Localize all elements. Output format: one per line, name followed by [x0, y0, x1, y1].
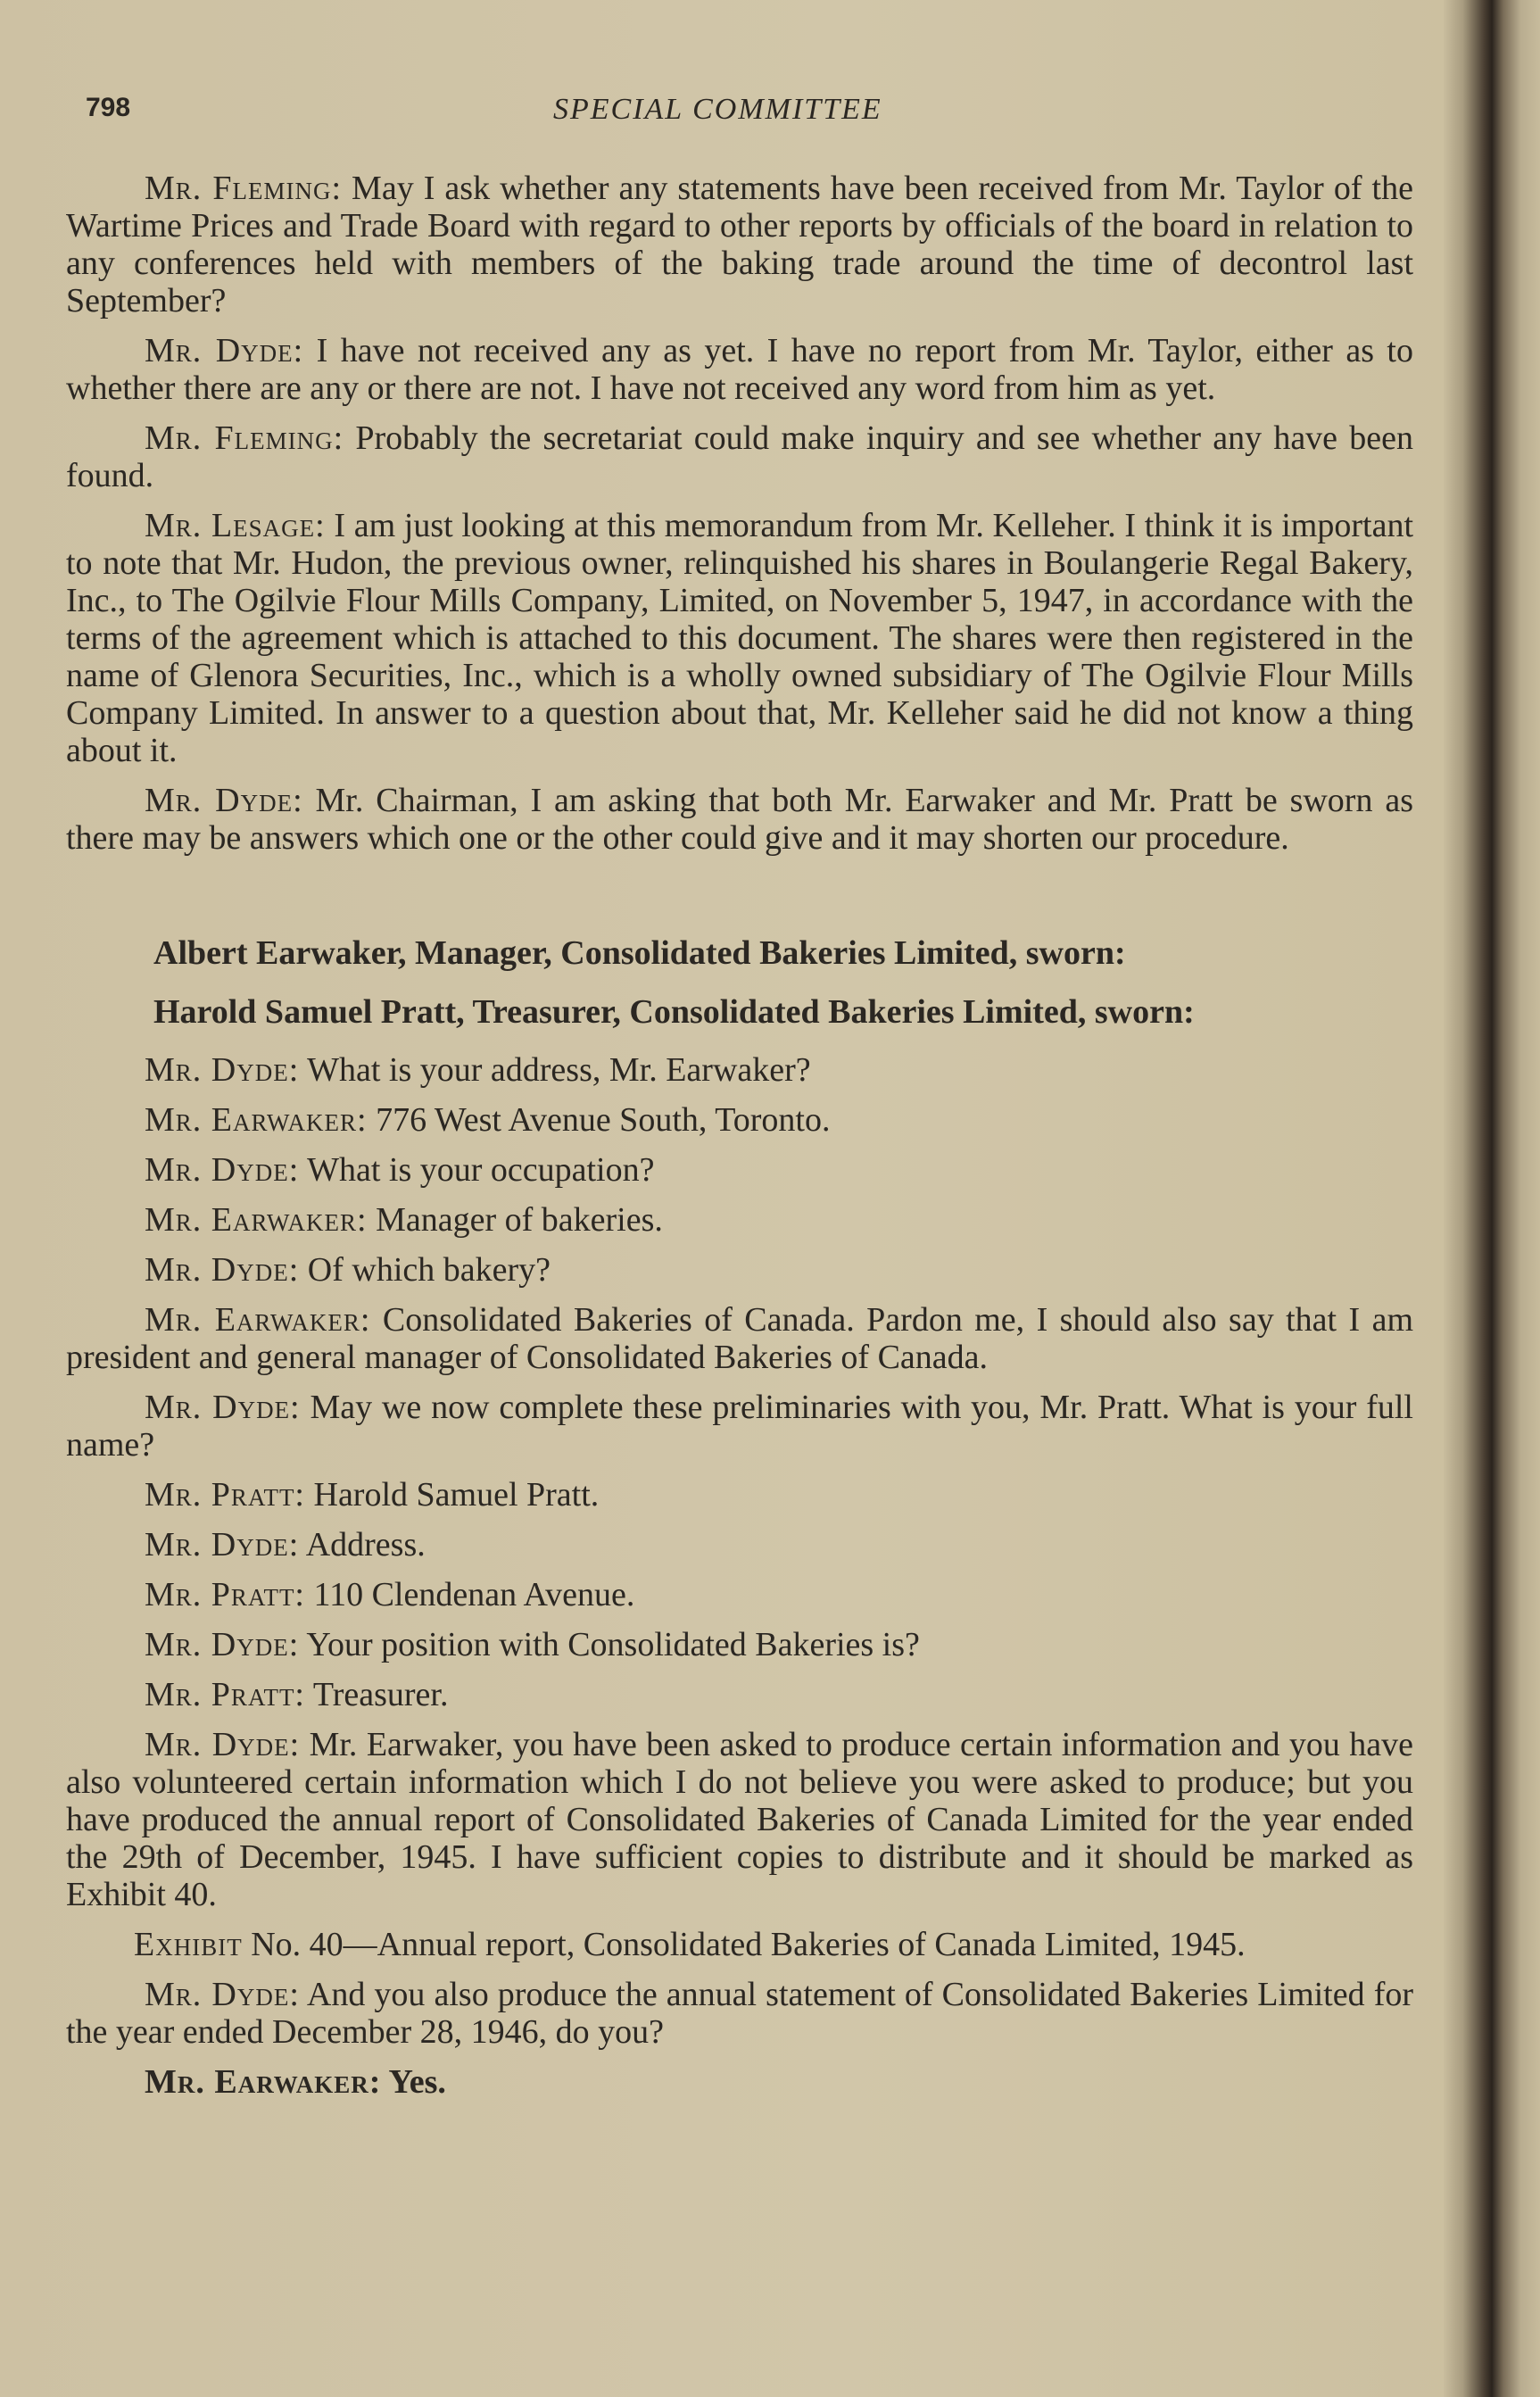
- dialogue-line: [66, 1526, 1413, 1563]
- dialogue-line: [66, 1101, 1413, 1139]
- speaker-name: Mr. Lesage:: [145, 507, 326, 544]
- speaker-name: Mr. Pratt:: [145, 1476, 305, 1514]
- dialogue-line: [66, 2063, 1413, 2101]
- speech-text: Address.: [299, 1526, 426, 1563]
- exhibit-label: Exhibit: [134, 1926, 243, 1963]
- dialogue-line: [66, 1301, 1413, 1376]
- speaker-name: Mr. Dyde:: [145, 1526, 300, 1563]
- speech-text: Mr. Earwaker, you have been asked to produce certain information and you have also volunteered certain information which I do not believe you were asked to produce; but you have produced the annual report of Consolidated Bakeries of Canada Limited for the year ended the 29th of December, 1945. I have sufficient copies to distribute and it should be marked as Exhibit 40.: [66, 1726, 1413, 1913]
- speaker-name: Mr. Earwaker:: [145, 1301, 371, 1339]
- speaker-name: Mr. Fleming:: [145, 419, 344, 457]
- speaker-name: Mr. Pratt:: [145, 1676, 305, 1713]
- witness-sworn-heading: Albert Earwaker, Manager, Consolidated Bakeries Limited, sworn:: [153, 934, 1126, 972]
- speaker-name: Mr. Earwaker:: [145, 1101, 368, 1139]
- speaker-name: Mr. Pratt:: [145, 1576, 305, 1613]
- speech-text: May we now complete these preliminaries with you, Mr. Pratt. What is your full name?: [66, 1389, 1413, 1464]
- speech-text: 110 Clendenan Avenue.: [305, 1576, 635, 1613]
- witness-sworn-heading: Harold Samuel Pratt, Treasurer, Consolidated Bakeries Limited, sworn:: [153, 993, 1195, 1031]
- paragraph: [66, 419, 1413, 494]
- speech-text: Harold Samuel Pratt.: [305, 1476, 600, 1514]
- speaker-name: Mr. Earwaker:: [145, 2063, 382, 2101]
- dialogue-line: [66, 1251, 1413, 1289]
- speech-text: May I ask whether any statements have been received from Mr. Taylor of the Wartime Prices and Trade Board with regard to other reports by officials of the board in relation to any conferences held with members of the baking trade around the time of decontrol last September?: [66, 170, 1413, 319]
- speaker-name: Mr. Dyde:: [145, 1389, 301, 1426]
- paragraph: [66, 507, 1413, 769]
- dialogue-line: [66, 1151, 1413, 1189]
- dialogue-line: [66, 1976, 1413, 2051]
- paragraph: [66, 782, 1413, 857]
- speech-text: 776 West Avenue South, Toronto.: [367, 1101, 831, 1139]
- speaker-name: Mr. Earwaker:: [145, 1201, 368, 1239]
- speaker-name: Mr. Fleming:: [145, 170, 343, 207]
- speech-text: I am just looking at this memorandum from Mr. Kelleher. I think it is important to note that Mr. Hudon, the previous owner, relinquished his shares in Boulangerie Regal Bakery, Inc., to The Ogilvie Flour Mills Company, Limited, on November 5, 1947, in accordance with the terms of the agreement which is attached to this document. The shares were then registered in the name of Glenora Securities, Inc., which is a wholly owned subsidiary of The Ogilvie Flour Mills Company Limited. In answer to a question about that, Mr. Kelleher said he did not know a thing about it.: [66, 507, 1413, 769]
- speech-text: Consolidated Bakeries of Canada. Pardon me, I should also say that I am president and general manager of Consolidated Bakeries of Canada.: [66, 1301, 1413, 1376]
- speech-text: Of which bakery?: [299, 1251, 551, 1289]
- speech-text: Your position with Consolidated Bakeries is?: [299, 1626, 920, 1663]
- exhibit-text: No. 40—Annual report, Consolidated Bakeries of Canada Limited, 1945.: [242, 1926, 1246, 1963]
- body-text: [66, 170, 1413, 2113]
- speech-text: Mr. Chairman, I am asking that both Mr. Earwaker and Mr. Pratt be sworn as there may be answers which one or the other could give and it may shorten our procedure.: [66, 782, 1413, 857]
- dialogue-line: [66, 1626, 1413, 1663]
- exhibit-note: [66, 1926, 1413, 1963]
- dialogue-line: [66, 1051, 1413, 1089]
- dialogue-line: [66, 1476, 1413, 1514]
- dialogue-line: [66, 1726, 1413, 1913]
- dialogue-line: [66, 1201, 1413, 1239]
- book-spine-shadow: [1444, 0, 1540, 2397]
- speech-text: Manager of bakeries.: [367, 1201, 663, 1239]
- speaker-name: Mr. Dyde:: [145, 1726, 301, 1763]
- speech-text: Probably the secretariat could make inquiry and see whether any have been found.: [66, 419, 1413, 494]
- page-header: [0, 93, 1444, 146]
- speaker-name: Mr. Dyde:: [145, 1051, 300, 1089]
- page-number: 798: [86, 93, 131, 122]
- paragraph: [66, 332, 1413, 407]
- running-head: SPECIAL COMMITTEE: [553, 93, 882, 126]
- speaker-name: Mr. Dyde:: [145, 1251, 300, 1289]
- speech-text: What is your address, Mr. Earwaker?: [299, 1051, 811, 1089]
- dialogue-line: [66, 1576, 1413, 1613]
- speaker-name: Mr. Dyde:: [145, 1976, 300, 2013]
- speech-text: Treasurer.: [305, 1676, 449, 1713]
- speech-text: What is your occupation?: [299, 1151, 655, 1189]
- speech-text: Yes.: [381, 2063, 446, 2101]
- speaker-name: Mr. Dyde:: [145, 332, 304, 369]
- speaker-name: Mr. Dyde:: [145, 782, 303, 819]
- speaker-name: Mr. Dyde:: [145, 1151, 300, 1189]
- dialogue-line: [66, 1676, 1413, 1713]
- speech-text: I have not received any as yet. I have no report from Mr. Taylor, either as to whether there are any or there are not. I have not received any word from him as yet.: [66, 332, 1413, 407]
- dialogue-line: [66, 1389, 1413, 1464]
- paragraph: [66, 170, 1413, 319]
- speaker-name: Mr. Dyde:: [145, 1626, 300, 1663]
- speech-text: And you also produce the annual statement of Consolidated Bakeries Limited for the year ended December 28, 1946, do you?: [66, 1976, 1414, 2051]
